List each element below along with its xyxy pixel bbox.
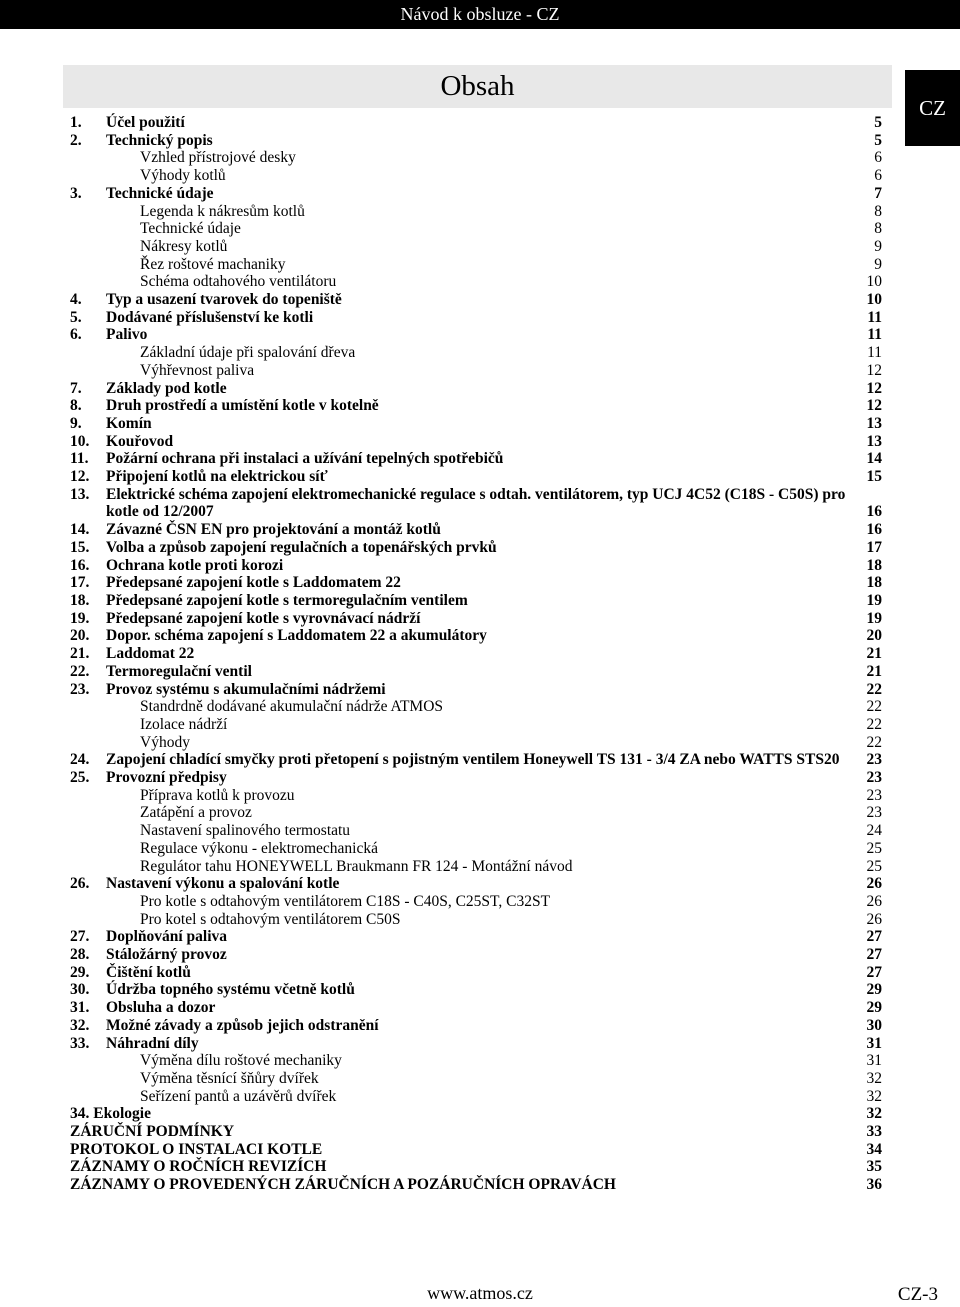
toc-entry-label: Výměna dílu roštové mechaniky (140, 1052, 342, 1070)
language-tab-label: CZ (919, 96, 946, 120)
toc-entry-label: Regulace výkonu - elektromechanická (140, 839, 378, 857)
toc-entry[interactable] (70, 486, 882, 521)
toc-entry[interactable] (70, 220, 882, 238)
toc-entry-label: Výhřevnost paliva (140, 361, 255, 379)
toc-entry-page: 18 (866, 556, 882, 574)
toc-entry[interactable] (70, 291, 882, 309)
page-number: CZ-3 (897, 1284, 938, 1305)
toc-entry-label: Pro kotle s odtahovým ventilátorem C18S - C40S, C25ST, C32ST (140, 892, 551, 910)
toc-entry-page: 36 (866, 1176, 882, 1194)
toc-entry-page: 13 (866, 414, 882, 432)
toc-entry-number: 14. (70, 521, 90, 539)
toc-entry-page: 18 (866, 574, 882, 592)
toc-entry-number: 10. (70, 432, 90, 450)
toc-entry-number: 24. (70, 751, 90, 769)
toc-entry[interactable] (70, 1123, 882, 1141)
toc-entry-number: 5. (70, 308, 82, 326)
toc-entry[interactable] (70, 1158, 882, 1176)
toc-entry-number: 20. (70, 627, 90, 645)
toc-entry[interactable] (70, 804, 882, 822)
toc-entry[interactable] (70, 716, 882, 734)
toc-entry[interactable] (70, 964, 882, 982)
toc-entry-label: ZÁZNAMY O PROVEDENÝCH ZÁRUČNÍCH A POZÁRUČNÍCH OPRAVÁCH (70, 1176, 616, 1194)
toc-entry[interactable] (70, 450, 882, 468)
toc-entry-number: 11. (70, 450, 89, 468)
toc-entry-label: Standrdně dodávané akumulační nádrže ATMOS (140, 698, 444, 716)
page-title: Obsah (440, 70, 515, 102)
toc-entry-page: 5 (874, 114, 882, 131)
toc-entry-label: Nastavení výkonu a spalování kotle (106, 875, 340, 893)
toc-entry[interactable] (70, 114, 882, 132)
toc-entry-label: Základy pod kotle (106, 379, 227, 397)
toc-entry[interactable] (70, 397, 882, 415)
toc-entry-page: 35 (866, 1158, 882, 1176)
toc-entry-page: 16 (866, 521, 882, 539)
toc-entry-page: 6 (874, 149, 882, 167)
toc-entry-number: 27. (70, 928, 90, 946)
toc-entry-page: 23 (866, 769, 882, 787)
toc-entry-label: ZÁRUČNÍ PODMÍNKY (70, 1123, 235, 1141)
toc-entry[interactable] (70, 557, 882, 575)
toc-entry-number: 33. (70, 1034, 90, 1052)
toc-entry[interactable] (70, 468, 882, 486)
toc-entry[interactable] (70, 1052, 882, 1070)
toc-entry-label: Nákresy kotlů (140, 237, 228, 255)
toc-entry-number: 23. (70, 680, 90, 698)
toc-entry-page: 32 (866, 1087, 882, 1105)
toc-entry-label: Vzhled přístrojové desky (140, 149, 296, 167)
toc-entry-label: Zapojení chladící smyčky proti přetopení s pojistným ventilem Honeywell TS 131 - 3/4 ZA nebo WATTS STS20 (106, 751, 840, 769)
toc-entry-page: 11 (867, 326, 882, 344)
toc-entry-page: 14 (866, 450, 882, 468)
toc-entry-page: 24 (866, 822, 882, 840)
toc-entry[interactable] (70, 521, 882, 539)
toc-entry-label: Kouřovod (106, 432, 174, 450)
toc-entry-number: 8. (70, 397, 82, 415)
toc-entry-page: 9 (874, 255, 882, 273)
toc-entry-number: 9. (70, 414, 82, 432)
toc-entry-number: 29. (70, 963, 90, 981)
toc-entry[interactable] (70, 344, 882, 362)
toc-entry-page: 33 (866, 1123, 882, 1141)
toc-entry-label: Doplňování paliva (106, 928, 228, 946)
toc-entry-page: 8 (874, 220, 882, 238)
toc-entry-label: Připojení kotlů na elektrickou síť (106, 468, 328, 486)
toc-entry-label: Technické údaje (140, 220, 241, 238)
toc-entry[interactable] (70, 1105, 882, 1123)
toc-entry-label: Účel použití (106, 114, 185, 131)
toc-entry-label: Náhradní díly (106, 1034, 199, 1052)
toc-entry-label: Komín (106, 414, 152, 432)
toc-entry-page: 16 (866, 503, 882, 521)
toc-entry-page: 19 (866, 609, 882, 627)
toc-entry[interactable] (70, 167, 882, 185)
toc-entry[interactable] (70, 362, 882, 380)
toc-entry-label: Ochrana kotle proti korozi (106, 556, 284, 574)
toc-entry[interactable] (70, 698, 882, 716)
toc-entry-label: Nastavení spalinového termostatu (140, 822, 351, 840)
toc-entry-number: 16. (70, 556, 90, 574)
toc-entry-label: Zatápění a provoz (140, 804, 252, 822)
toc-entry-number: 2. (70, 131, 82, 149)
toc-entry-number: 26. (70, 875, 90, 893)
toc-entry[interactable] (70, 822, 882, 840)
toc-entry[interactable] (70, 1017, 882, 1035)
toc-entry[interactable] (70, 326, 882, 344)
toc-entry[interactable] (70, 380, 882, 398)
toc-entry-number: 3. (70, 184, 82, 202)
toc-entry[interactable] (70, 928, 882, 946)
toc-entry-number: 12. (70, 468, 90, 486)
toc-entry-number: 31. (70, 999, 90, 1017)
toc-entry-label: 34. Ekologie (70, 1105, 151, 1123)
toc-entry[interactable] (70, 273, 882, 291)
toc-entry-label: Palivo (106, 326, 148, 344)
toc-entry-label: Volba a způsob zapojení regulačních a topenářských prvků (106, 538, 497, 556)
toc-entry-number: 25. (70, 769, 90, 787)
toc-entry[interactable] (70, 645, 882, 663)
toc-entry-page: 22 (866, 680, 882, 698)
toc-entry[interactable] (70, 1176, 882, 1194)
title-band (63, 65, 892, 108)
toc-entry-page: 27 (866, 963, 882, 981)
toc-entry-number: 18. (70, 591, 90, 609)
toc-entry[interactable] (70, 999, 882, 1017)
toc-entry-number: 30. (70, 981, 90, 999)
toc-entry-page: 19 (866, 591, 882, 609)
toc-entry[interactable] (70, 893, 882, 911)
toc-entry-label: Závazné ČSN EN pro projektování a montáž kotlů (106, 521, 441, 539)
toc-entry-label: Pro kotel s odtahovým ventilátorem C50S (140, 910, 401, 928)
toc-entry[interactable] (70, 610, 882, 628)
toc-entry-page: 9 (874, 237, 882, 255)
toc-entry-label: Řez roštové machaniky (140, 255, 286, 273)
toc-entry-page: 22 (866, 733, 882, 751)
toc-entry[interactable] (70, 911, 882, 929)
toc-entry[interactable] (70, 1141, 882, 1159)
toc-entry[interactable] (70, 433, 882, 451)
footer-url[interactable]: www.atmos.cz (427, 1283, 533, 1303)
toc-entry-label: ZÁZNAMY O ROČNÍCH REVIZÍCH (70, 1158, 327, 1176)
toc-entry-number: 4. (70, 291, 82, 309)
toc-entry-page: 11 (867, 344, 882, 362)
toc-entry-page: 22 (866, 715, 882, 733)
toc-entry-page: 31 (866, 1034, 882, 1052)
toc-entry-number: 13. (70, 485, 90, 503)
toc-entry-label: PROTOKOL O INSTALACI KOTLE (70, 1140, 323, 1158)
toc-entry[interactable] (70, 663, 882, 681)
toc-entry-page: 7 (874, 184, 882, 202)
toc-entry-label: Možné závady a způsob jejich odstranění (106, 1016, 379, 1034)
toc-entry-page: 8 (874, 202, 882, 220)
toc-entry-page: 32 (866, 1069, 882, 1087)
toc-entry-number: 19. (70, 609, 90, 627)
toc-entry-page: 5 (874, 131, 882, 149)
toc-entry-number: 15. (70, 538, 90, 556)
toc-entry-label: Izolace nádrží (140, 715, 228, 733)
language-tab (905, 70, 960, 146)
toc-entry-page: 23 (866, 786, 882, 804)
toc-entry[interactable] (70, 415, 882, 433)
toc-entry-page: 10 (866, 291, 882, 309)
toc-entry[interactable] (70, 751, 882, 769)
toc-entry-label: Technický popis (106, 131, 213, 149)
toc-entry-label: Údržba topného systému včetně kotlů (106, 981, 355, 999)
toc-entry-label: Obsluha a dozor (106, 999, 216, 1017)
toc-entry-number: 32. (70, 1016, 90, 1034)
toc-entry-page: 25 (866, 857, 882, 875)
toc-entry-page: 13 (866, 432, 882, 450)
toc-entry[interactable] (70, 734, 882, 752)
toc-entry[interactable] (70, 256, 882, 274)
toc-entry-label: Stáložárný provoz (106, 946, 227, 964)
toc-entry[interactable] (70, 149, 882, 167)
toc-entry-label: Dodávané příslušenství ke kotli (106, 308, 314, 326)
toc-entry[interactable] (70, 592, 882, 610)
toc-entry-label: Předepsané zapojení kotle s termoregulačním ventilem (106, 591, 468, 609)
toc-entry-page: 27 (866, 946, 882, 964)
toc-entry[interactable] (70, 574, 882, 592)
toc-entry-label: Předepsané zapojení kotle s vyrovnávací nádrží (106, 609, 421, 627)
toc-entry-page: 21 (866, 645, 882, 663)
toc-entry-page: 26 (866, 892, 882, 910)
toc-entry[interactable] (70, 539, 882, 557)
toc-entry[interactable] (70, 627, 882, 645)
toc-entry-label: Výměna těsnící šňůry dvířek (140, 1069, 319, 1087)
toc-entry-label: Typ a usazení tvarovek do topeniště (106, 291, 342, 309)
toc-entry-number: 7. (70, 379, 82, 397)
toc-entry-label: Výhody (140, 733, 190, 751)
toc-entry-page: 26 (866, 910, 882, 928)
toc-entry-label: Požární ochrana při instalaci a užívání tepelných spotřebičů (106, 450, 504, 468)
toc-entry[interactable] (70, 875, 882, 893)
toc-entry-label: Předepsané zapojení kotle s Laddomatem 22 (106, 574, 401, 592)
toc-entry-label: Termoregulační ventil (106, 662, 252, 680)
toc-entry[interactable] (70, 309, 882, 327)
toc-entry-page: 31 (866, 1052, 882, 1070)
toc-entry-page: 22 (866, 698, 882, 716)
toc-entry-label: Výhody kotlů (140, 167, 226, 185)
toc-entry[interactable] (70, 787, 882, 805)
toc-entry-number: 1. (70, 114, 82, 131)
toc-entry[interactable] (70, 840, 882, 858)
toc-entry-page: 34 (866, 1140, 882, 1158)
toc-entry-page: 11 (867, 308, 882, 326)
toc-entry-label: Příprava kotlů k provozu (140, 786, 295, 804)
toc-entry[interactable] (70, 1070, 882, 1088)
toc-entry-page: 17 (866, 538, 882, 556)
toc-entry-page: 21 (866, 662, 882, 680)
toc-entry-number: 22. (70, 662, 90, 680)
toc-entry-number: 17. (70, 574, 90, 592)
toc-entry-page: 23 (866, 751, 882, 769)
toc-entry-page: 6 (874, 167, 882, 185)
toc-entry[interactable] (70, 769, 882, 787)
toc-entry-page: 10 (866, 273, 882, 291)
toc-entry-page: 29 (866, 981, 882, 999)
toc-entry-page: 27 (866, 928, 882, 946)
toc-entry[interactable] (70, 946, 882, 964)
toc-entry-page: 23 (866, 804, 882, 822)
toc-entry-label: Dopor. schéma zapojení s Laddomatem 22 a akumulátory (106, 627, 487, 645)
toc-entry[interactable] (70, 1088, 882, 1106)
toc-entry-page: 15 (866, 468, 882, 486)
toc-entry-page: 29 (866, 999, 882, 1017)
toc-entry-label: Technické údaje (106, 184, 214, 202)
toc-entry-label: Schéma odtahového ventilátoru (140, 273, 337, 291)
toc-entry-number: 21. (70, 645, 90, 663)
toc-entry[interactable] (70, 132, 882, 150)
toc-entry[interactable] (70, 238, 882, 256)
toc-entry-number: 28. (70, 946, 90, 964)
toc-entry[interactable] (70, 981, 882, 999)
toc-entry-label: Regulátor tahu HONEYWELL Braukmann FR 124 - Montážní návod (140, 857, 573, 875)
header-bar (0, 0, 960, 29)
toc-entry-page: 25 (866, 839, 882, 857)
toc-entry-page: 30 (866, 1016, 882, 1034)
toc-entry[interactable] (70, 203, 882, 221)
toc-entry[interactable] (70, 185, 882, 203)
toc-entry-page: 26 (866, 875, 882, 893)
toc-entry-page: 12 (866, 397, 882, 415)
toc-entry-page: 32 (866, 1105, 882, 1123)
toc-entry-label: Laddomat 22 (106, 645, 195, 663)
toc-entry[interactable] (70, 1035, 882, 1053)
toc-entry-label: Elektrické schéma zapojení elektromechanické regulace s odtah. ventilátorem, typ UCJ 4C52 (C18S - C50S) pro kotle od 12/2007 (106, 485, 846, 521)
toc-entry[interactable] (70, 858, 882, 876)
manual-title: Návod k obsluze - CZ (400, 4, 560, 24)
toc-entry-page: 12 (866, 379, 882, 397)
toc-entry-label: Legenda k nákresům kotlů (140, 202, 305, 220)
toc-entry-label: Provozní předpisy (106, 769, 227, 787)
toc-entry-number: 6. (70, 326, 82, 344)
toc-entry-page: 12 (866, 361, 882, 379)
toc-entry[interactable] (70, 681, 882, 699)
toc-entry-label: Druh prostředí a umístění kotle v kotelně (106, 397, 379, 415)
toc-entry-label: Seřízení pantů a uzávěrů dvířek (140, 1087, 337, 1105)
toc-entry-label: Základní údaje při spalování dřeva (140, 344, 356, 362)
toc-entry-label: Provoz systému s akumulačními nádržemi (106, 680, 386, 698)
table-of-contents (70, 114, 882, 1194)
toc-entry-label: Čištění kotlů (106, 963, 191, 981)
toc-entry-page: 20 (866, 627, 882, 645)
